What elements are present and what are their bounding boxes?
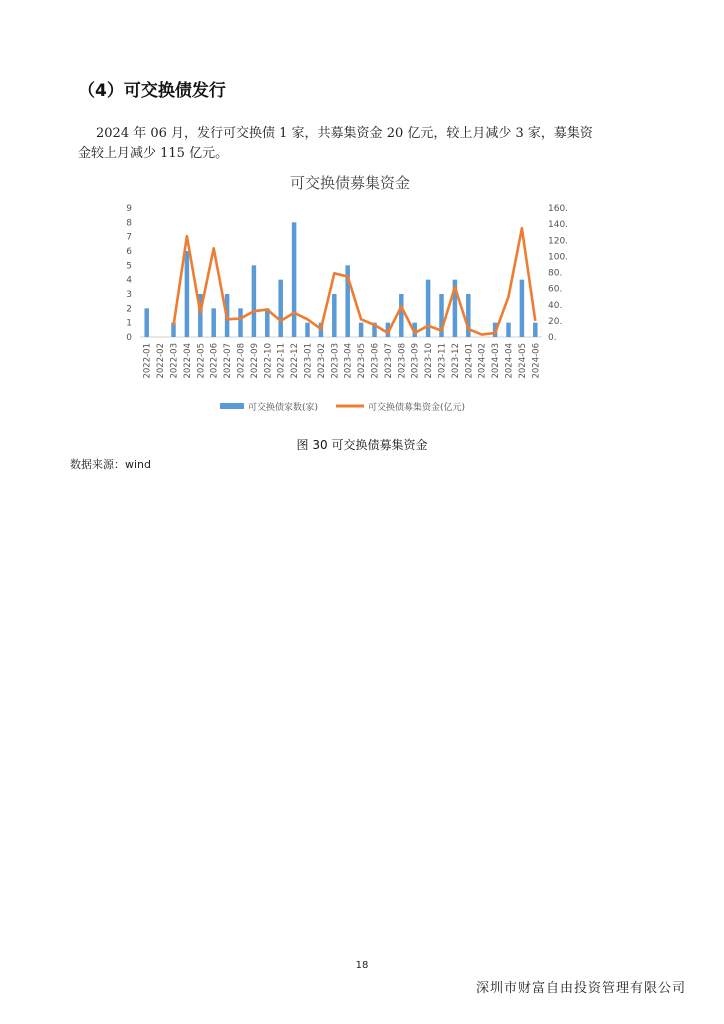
bar <box>533 323 538 337</box>
x-tick-label: 2024-04 <box>504 343 515 379</box>
bar <box>278 280 283 337</box>
x-tick-label: 2023-02 <box>316 343 327 379</box>
left-tick-label: 1 <box>126 318 132 329</box>
bar <box>185 251 190 337</box>
right-tick-label: 0. <box>548 333 557 343</box>
x-tick-label: 2024-05 <box>517 343 528 379</box>
x-tick-label: 2022-11 <box>276 343 287 379</box>
left-tick-label: 5 <box>126 261 132 272</box>
right-tick-label: 100. <box>548 252 569 263</box>
right-tick-label: 80. <box>548 268 563 279</box>
x-tick-label: 2023-12 <box>450 343 461 379</box>
x-tick-label: 2024-03 <box>491 343 502 379</box>
left-tick-label: 2 <box>126 304 132 315</box>
legend-bar-swatch <box>220 403 244 409</box>
x-tick-label: 2022-12 <box>290 343 301 379</box>
right-tick-label: 40. <box>548 300 563 311</box>
section-title: （4）可交换债发行 <box>78 81 226 101</box>
right-tick-label: 120. <box>548 236 569 247</box>
line-path <box>174 228 536 334</box>
left-axis-ticks <box>126 204 132 343</box>
x-tick-label: 2023-05 <box>357 343 368 379</box>
x-tick-label: 2022-03 <box>169 343 180 379</box>
bar <box>211 308 216 337</box>
bar <box>399 294 404 337</box>
x-tick-label: 2022-10 <box>263 343 274 379</box>
left-tick-label: 6 <box>126 247 132 257</box>
x-tick-label: 2022-07 <box>223 343 234 379</box>
x-tick-label: 2022-08 <box>236 343 247 379</box>
x-tick-label: 2024-02 <box>477 343 488 379</box>
chart-title: 可交换债募集资金 <box>289 174 411 192</box>
bar <box>332 294 337 337</box>
right-tick-label: 20. <box>548 316 563 327</box>
exchangeable-bond-chart <box>110 165 590 425</box>
bar-series <box>144 222 537 337</box>
left-tick-label: 4 <box>126 275 132 286</box>
bar <box>506 323 511 337</box>
x-tick-label: 2023-08 <box>397 343 408 379</box>
x-tick-label: 2022-09 <box>249 343 260 379</box>
bar <box>252 265 257 337</box>
summary-line-2: 金较上月减少 115 亿元。 <box>78 146 229 161</box>
right-axis-ticks <box>548 204 568 343</box>
x-tick-label: 2023-01 <box>303 343 314 379</box>
bar <box>265 308 270 337</box>
company-name: 深圳市财富自由投资管理有限公司 <box>475 981 686 996</box>
summary-line-1: 2024 年 06 月，发行可交换债 1 家，共募集资金 20 亿元，较上月减少 3 家，募集资 <box>96 126 593 141</box>
x-tick-label: 2023-11 <box>437 343 448 379</box>
right-tick-label: 60. <box>548 284 563 295</box>
bar <box>238 308 243 337</box>
x-tick-label: 2022-02 <box>156 343 167 379</box>
x-tick-label: 2022-04 <box>182 343 193 379</box>
figure-caption: 图 30 可交换债募集资金 <box>296 438 428 452</box>
page-number: 18 <box>355 960 369 971</box>
bar <box>359 323 364 337</box>
bar <box>292 222 297 337</box>
left-tick-label: 3 <box>126 290 132 300</box>
x-tick-label: 2022-01 <box>142 343 153 379</box>
right-tick-label: 160. <box>548 204 569 214</box>
bar <box>520 280 525 337</box>
left-tick-label: 9 <box>126 204 132 214</box>
left-tick-label: 8 <box>126 218 132 229</box>
line-series <box>174 228 536 334</box>
x-tick-label: 2023-09 <box>410 343 421 379</box>
bar <box>305 323 310 337</box>
legend-line-label: 可交换债募集资金(亿元) <box>368 403 466 413</box>
x-tick-label: 2023-07 <box>383 343 394 379</box>
right-tick-label: 140. <box>548 220 569 231</box>
x-tick-label: 2023-06 <box>370 343 381 379</box>
bar <box>144 308 149 337</box>
data-source: 数据来源：wind <box>70 458 152 471</box>
bar <box>426 280 431 337</box>
chart-legend <box>220 401 465 413</box>
x-tick-label: 2022-06 <box>209 343 220 379</box>
x-tick-label: 2023-04 <box>343 343 354 379</box>
summary-paragraph <box>78 124 658 164</box>
left-tick-label: 0 <box>126 333 132 343</box>
x-axis-ticks <box>143 343 542 379</box>
x-tick-label: 2022-05 <box>196 343 207 379</box>
left-tick-label: 7 <box>126 232 132 243</box>
x-tick-label: 2023-10 <box>424 343 435 379</box>
x-tick-label: 2023-03 <box>330 343 341 379</box>
x-tick-label: 2024-06 <box>531 343 542 379</box>
legend-bar-label: 可交换债家数(家) <box>248 403 319 413</box>
x-tick-label: 2024-01 <box>464 343 475 379</box>
